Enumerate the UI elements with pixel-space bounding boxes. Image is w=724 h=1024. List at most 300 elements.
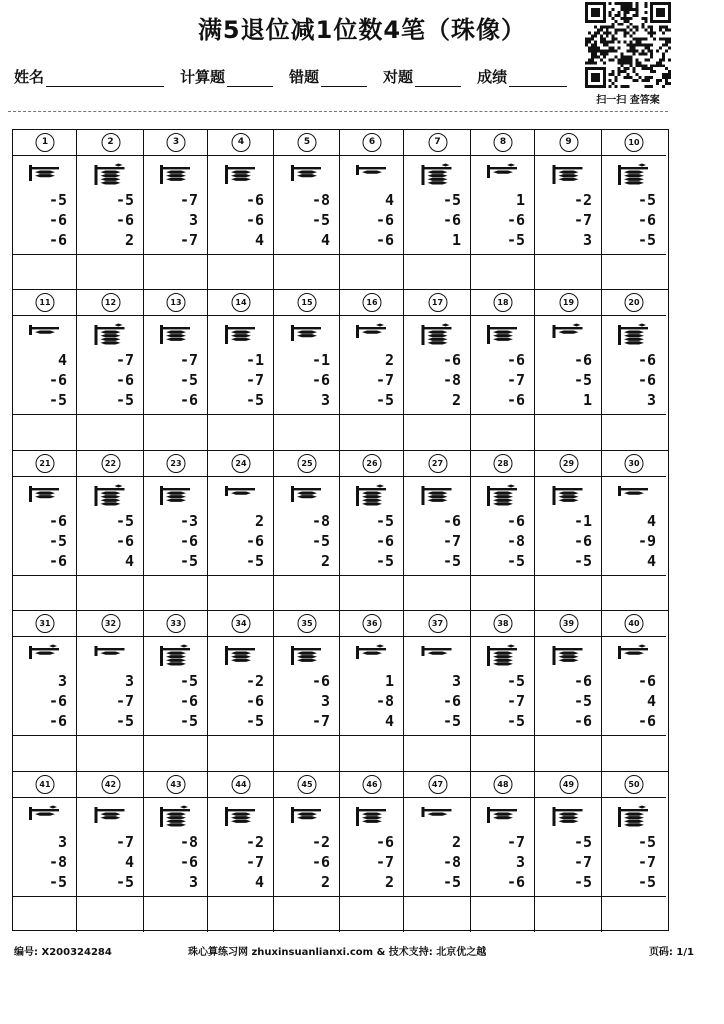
- problem-number: 37: [428, 614, 447, 633]
- column-divider: [76, 611, 77, 771]
- problem-value: -6: [573, 672, 592, 691]
- answer-box[interactable]: [208, 735, 274, 771]
- answer-box[interactable]: [535, 575, 602, 611]
- abacus-bead-icon: [144, 805, 208, 827]
- column-divider: [534, 611, 535, 771]
- column-divider: [403, 130, 404, 290]
- answer-box[interactable]: [13, 896, 77, 932]
- column-divider: [76, 130, 77, 290]
- problem-cell: [404, 611, 471, 771]
- problem-header: [274, 451, 340, 477]
- problem-header: [602, 290, 666, 316]
- problem-value: -5: [442, 712, 461, 731]
- problem-cell: [404, 772, 471, 932]
- problem-number: 40: [625, 614, 644, 633]
- column-divider: [207, 130, 208, 290]
- problem-value: -5: [179, 551, 198, 570]
- problem-value: -7: [375, 852, 394, 871]
- problem-value: -8: [506, 531, 525, 550]
- problem-values: [246, 190, 264, 250]
- problem-value: -7: [573, 852, 592, 871]
- problem-header: [404, 772, 471, 798]
- problem-number: 23: [167, 454, 186, 473]
- problem-value: -7: [442, 531, 461, 550]
- page-number: 页码: 1/1: [648, 947, 694, 958]
- problem-value: -7: [637, 852, 656, 871]
- problem-values: [180, 190, 198, 250]
- abacus-bead-icon: [144, 163, 208, 185]
- problem-value: -6: [375, 231, 394, 249]
- problem-values: [574, 190, 592, 250]
- problem-header: [13, 611, 77, 637]
- problem-value: -6: [506, 211, 525, 229]
- problem-values: [246, 350, 264, 410]
- problem-cell: [208, 611, 274, 771]
- problem-row: [13, 290, 668, 450]
- abacus-bead-icon: [404, 644, 471, 666]
- problem-values: [246, 511, 264, 571]
- abacus-bead-icon: [602, 644, 666, 666]
- problem-value: -6: [637, 351, 656, 370]
- problem-number: 34: [232, 614, 251, 633]
- problem-value: -6: [179, 391, 198, 410]
- problem-number: 26: [363, 454, 382, 473]
- problem-cell: [13, 130, 77, 290]
- problem-values: [312, 832, 330, 892]
- wrong-label: 错题: [289, 68, 320, 86]
- problem-cell: [535, 772, 602, 932]
- problem-cell: [208, 451, 274, 611]
- answer-box[interactable]: [471, 414, 535, 450]
- problem-values: [443, 190, 461, 250]
- answer-box[interactable]: [274, 735, 340, 771]
- problem-value: -6: [48, 231, 67, 249]
- problem-values: [49, 832, 67, 892]
- problem-row: [13, 611, 668, 771]
- problem-value: -7: [573, 211, 592, 229]
- problem-value: 4: [646, 692, 656, 711]
- abacus-bead-icon: [602, 805, 666, 827]
- problem-header: [77, 772, 144, 798]
- column-divider: [143, 290, 144, 450]
- problem-cell: [404, 130, 471, 290]
- problem-number: 5: [298, 133, 317, 152]
- problem-value: -5: [573, 371, 592, 390]
- answer-box[interactable]: [77, 735, 144, 771]
- problem-value: -7: [506, 832, 525, 851]
- qr-code[interactable]: [584, 2, 672, 88]
- problem-value: -6: [506, 511, 525, 530]
- problem-cell: [404, 451, 471, 611]
- abacus-bead-icon: [471, 163, 535, 185]
- total-blank[interactable]: [227, 68, 273, 87]
- problem-cell: [274, 130, 340, 290]
- score-blank[interactable]: [509, 68, 567, 87]
- answer-box[interactable]: [144, 575, 208, 611]
- problem-number: 24: [232, 454, 251, 473]
- problem-value: -7: [115, 692, 134, 711]
- problem-value: -5: [375, 551, 394, 570]
- problem-values: [443, 350, 461, 410]
- problem-values: [507, 190, 525, 250]
- problem-number: 41: [36, 775, 55, 794]
- answer-box[interactable]: [208, 254, 274, 290]
- problem-value: 1: [451, 231, 461, 249]
- problem-header: [471, 290, 535, 316]
- problem-value: -6: [375, 211, 394, 229]
- problem-value: -5: [48, 391, 67, 410]
- problem-cell: [471, 611, 535, 771]
- problem-cell: [602, 772, 666, 932]
- problem-cell: [77, 451, 144, 611]
- problem-value: -6: [245, 531, 264, 550]
- problem-value: -6: [179, 852, 198, 871]
- problem-row: [13, 130, 668, 290]
- answer-box[interactable]: [208, 414, 274, 450]
- problem-cell: [144, 290, 208, 450]
- problem-value: -5: [637, 231, 656, 249]
- problem-value: -6: [375, 531, 394, 550]
- problem-grid: [12, 129, 669, 931]
- column-divider: [339, 130, 340, 290]
- problem-value: 2: [384, 351, 394, 370]
- problem-values: [312, 511, 330, 571]
- column-divider: [273, 290, 274, 450]
- problem-value: -6: [311, 852, 330, 871]
- column-divider: [273, 611, 274, 771]
- problem-value: -7: [311, 712, 330, 731]
- problem-number: 1: [36, 133, 55, 152]
- abacus-bead-icon: [13, 805, 77, 827]
- problem-value: -5: [48, 191, 67, 209]
- problem-header: [404, 290, 471, 316]
- column-divider: [143, 451, 144, 611]
- abacus-bead-icon: [602, 323, 666, 345]
- problem-cell: [13, 611, 77, 771]
- problem-value: -5: [506, 231, 525, 249]
- abacus-bead-icon: [77, 805, 144, 827]
- column-divider: [470, 611, 471, 771]
- problem-value: -6: [245, 191, 264, 209]
- problem-header: [144, 772, 208, 798]
- problem-header: [340, 130, 404, 156]
- problem-value: -6: [48, 211, 67, 229]
- problem-values: [116, 832, 134, 892]
- problem-value: -8: [311, 511, 330, 530]
- problem-header: [77, 451, 144, 477]
- abacus-bead-icon: [471, 644, 535, 666]
- problem-number: 46: [363, 775, 382, 794]
- problem-value: -3: [179, 511, 198, 530]
- problem-cell: [471, 130, 535, 290]
- problem-header: [77, 130, 144, 156]
- problem-value: 4: [254, 231, 264, 249]
- problem-value: -5: [506, 672, 525, 691]
- problem-value: 3: [646, 391, 656, 410]
- problem-header: [208, 772, 274, 798]
- problem-number: 30: [625, 454, 644, 473]
- abacus-bead-icon: [144, 484, 208, 506]
- abacus-bead-icon: [13, 323, 77, 345]
- problem-value: 4: [646, 511, 656, 530]
- problem-value: -2: [245, 832, 264, 851]
- column-divider: [143, 772, 144, 932]
- problem-value: -5: [637, 872, 656, 891]
- problem-value: -6: [245, 692, 264, 711]
- abacus-bead-icon: [77, 644, 144, 666]
- answer-box[interactable]: [404, 414, 471, 450]
- problem-header: [340, 451, 404, 477]
- column-divider: [339, 451, 340, 611]
- answer-box[interactable]: [535, 896, 602, 932]
- problem-values: [574, 511, 592, 571]
- problem-value: -5: [506, 712, 525, 731]
- answer-box[interactable]: [274, 414, 340, 450]
- problem-values: [376, 511, 394, 571]
- problem-number: 36: [363, 614, 382, 633]
- problem-header: [340, 611, 404, 637]
- problem-number: 28: [494, 454, 513, 473]
- problem-value: -6: [375, 832, 394, 851]
- problem-values: [376, 832, 394, 892]
- answer-box[interactable]: [404, 575, 471, 611]
- problem-cell: [535, 451, 602, 611]
- answer-box[interactable]: [602, 896, 666, 932]
- problem-number: 21: [36, 454, 55, 473]
- answer-box[interactable]: [404, 896, 471, 932]
- problem-header: [13, 130, 77, 156]
- answer-box[interactable]: [13, 735, 77, 771]
- answer-box[interactable]: [535, 414, 602, 450]
- column-divider: [470, 130, 471, 290]
- problem-value: -6: [48, 692, 67, 711]
- problem-value: -8: [48, 852, 67, 871]
- answer-box[interactable]: [404, 254, 471, 290]
- site-credit: 珠心算练习网 zhuxinsuanlianxi.com & 技术支持: 北京优之越: [188, 947, 487, 958]
- problem-cell: [77, 290, 144, 450]
- answer-box[interactable]: [144, 735, 208, 771]
- problem-number: 10: [625, 133, 644, 152]
- problem-header: [77, 611, 144, 637]
- column-divider: [601, 772, 602, 932]
- problem-value: -8: [442, 852, 461, 871]
- abacus-bead-icon: [208, 484, 274, 506]
- problem-value: -1: [573, 511, 592, 530]
- page-title: 满5退位减1位数4笔（珠像）: [197, 16, 527, 44]
- problem-header: [274, 611, 340, 637]
- total-label: 计算题: [180, 68, 226, 86]
- abacus-bead-icon: [208, 805, 274, 827]
- problem-number: 50: [625, 775, 644, 794]
- problem-values: [443, 832, 461, 892]
- problem-header: [340, 772, 404, 798]
- answer-box[interactable]: [471, 735, 535, 771]
- problem-value: -6: [245, 211, 264, 229]
- problem-header: [13, 290, 77, 316]
- problem-values: [180, 671, 198, 731]
- answer-box[interactable]: [602, 414, 666, 450]
- column-divider: [534, 451, 535, 611]
- problem-values: [312, 350, 330, 410]
- problem-value: 4: [254, 872, 264, 891]
- answer-box[interactable]: [471, 254, 535, 290]
- problem-cell: [274, 772, 340, 932]
- problem-number: 20: [625, 293, 644, 312]
- column-divider: [339, 290, 340, 450]
- problem-cell: [274, 611, 340, 771]
- problem-value: -5: [573, 692, 592, 711]
- problem-number: 18: [494, 293, 513, 312]
- problem-number: 19: [559, 293, 578, 312]
- problem-value: -6: [637, 672, 656, 691]
- problem-value: -5: [179, 371, 198, 390]
- answer-box[interactable]: [144, 896, 208, 932]
- problem-value: -5: [179, 712, 198, 731]
- column-divider: [207, 290, 208, 450]
- answer-box[interactable]: [77, 254, 144, 290]
- answer-box[interactable]: [340, 735, 404, 771]
- problem-cell: [471, 290, 535, 450]
- problem-value: 2: [320, 872, 330, 891]
- problem-values: [574, 832, 592, 892]
- problem-value: -5: [442, 551, 461, 570]
- problem-value: -6: [442, 351, 461, 370]
- problem-value: -7: [179, 191, 198, 209]
- problem-header: [535, 772, 602, 798]
- answer-box[interactable]: [274, 254, 340, 290]
- abacus-bead-icon: [208, 163, 274, 185]
- answer-box[interactable]: [13, 254, 77, 290]
- score-label: 成绩: [477, 68, 508, 86]
- answer-box[interactable]: [404, 735, 471, 771]
- problem-header: [144, 451, 208, 477]
- problem-value: -6: [48, 511, 67, 530]
- answer-box[interactable]: [602, 735, 666, 771]
- problem-value: 2: [451, 391, 461, 410]
- answer-box[interactable]: [535, 254, 602, 290]
- answer-box[interactable]: [340, 414, 404, 450]
- abacus-bead-icon: [274, 805, 340, 827]
- problem-value: -5: [311, 211, 330, 229]
- problem-values: [638, 832, 656, 892]
- problem-values: [312, 671, 330, 731]
- problem-values: [246, 671, 264, 731]
- problem-value: 4: [57, 351, 67, 370]
- answer-box[interactable]: [77, 575, 144, 611]
- problem-value: -7: [115, 832, 134, 851]
- wrong-blank[interactable]: [321, 68, 367, 87]
- answer-box[interactable]: [340, 254, 404, 290]
- answer-box[interactable]: [274, 575, 340, 611]
- problem-cell: [535, 611, 602, 771]
- name-blank[interactable]: [46, 68, 164, 87]
- answer-box[interactable]: [144, 254, 208, 290]
- problem-value: 3: [515, 852, 525, 871]
- answer-box[interactable]: [535, 735, 602, 771]
- answer-box[interactable]: [602, 254, 666, 290]
- problem-header: [144, 130, 208, 156]
- answer-box[interactable]: [77, 414, 144, 450]
- column-divider: [601, 290, 602, 450]
- problem-value: -5: [245, 391, 264, 410]
- column-divider: [470, 290, 471, 450]
- problem-cell: [602, 290, 666, 450]
- problem-value: -2: [245, 672, 264, 691]
- problem-value: 4: [646, 551, 656, 570]
- problem-value: -5: [245, 712, 264, 731]
- problem-value: -6: [442, 692, 461, 711]
- problem-value: -8: [442, 371, 461, 390]
- answer-box[interactable]: [77, 896, 144, 932]
- answer-box[interactable]: [208, 575, 274, 611]
- problem-value: 3: [582, 231, 592, 249]
- answer-box[interactable]: [602, 575, 666, 611]
- problem-value: -5: [442, 872, 461, 891]
- abacus-bead-icon: [340, 805, 404, 827]
- problem-header: [144, 611, 208, 637]
- problem-values: [638, 671, 656, 731]
- problem-row: [13, 451, 668, 611]
- abacus-bead-icon: [471, 323, 535, 345]
- problem-value: -5: [115, 872, 134, 891]
- answer-box[interactable]: [13, 414, 77, 450]
- column-divider: [76, 290, 77, 450]
- abacus-bead-icon: [404, 163, 471, 185]
- abacus-bead-icon: [404, 323, 471, 345]
- problem-value: 4: [320, 231, 330, 249]
- problem-header: [208, 451, 274, 477]
- problem-header: [535, 611, 602, 637]
- problem-values: [180, 350, 198, 410]
- problem-number: 42: [101, 775, 120, 794]
- problem-value: -5: [506, 551, 525, 570]
- answer-box[interactable]: [208, 896, 274, 932]
- problem-header: [471, 130, 535, 156]
- problem-value: 2: [124, 231, 134, 249]
- answer-box[interactable]: [340, 896, 404, 932]
- abacus-bead-icon: [208, 644, 274, 666]
- problem-value: -5: [442, 191, 461, 209]
- problem-cell: [208, 290, 274, 450]
- problem-values: [376, 350, 394, 410]
- problem-cell: [77, 130, 144, 290]
- problem-cell: [208, 130, 274, 290]
- problem-value: -5: [245, 551, 264, 570]
- problem-values: [49, 671, 67, 731]
- answer-box[interactable]: [13, 575, 77, 611]
- problem-number: 39: [559, 614, 578, 633]
- answer-box[interactable]: [144, 414, 208, 450]
- problem-header: [340, 290, 404, 316]
- problem-values: [49, 511, 67, 571]
- problem-value: -2: [573, 191, 592, 209]
- problem-cell: [13, 772, 77, 932]
- correct-blank[interactable]: [415, 68, 461, 87]
- answer-box[interactable]: [340, 575, 404, 611]
- abacus-bead-icon: [77, 323, 144, 345]
- column-divider: [207, 611, 208, 771]
- answer-box[interactable]: [274, 896, 340, 932]
- problem-values: [312, 190, 330, 250]
- answer-box[interactable]: [471, 575, 535, 611]
- problem-number: 45: [298, 775, 317, 794]
- answer-box[interactable]: [471, 896, 535, 932]
- abacus-bead-icon: [535, 644, 602, 666]
- problem-cell: [340, 451, 404, 611]
- problem-value: -8: [375, 692, 394, 711]
- problem-cell: [471, 772, 535, 932]
- abacus-bead-icon: [274, 644, 340, 666]
